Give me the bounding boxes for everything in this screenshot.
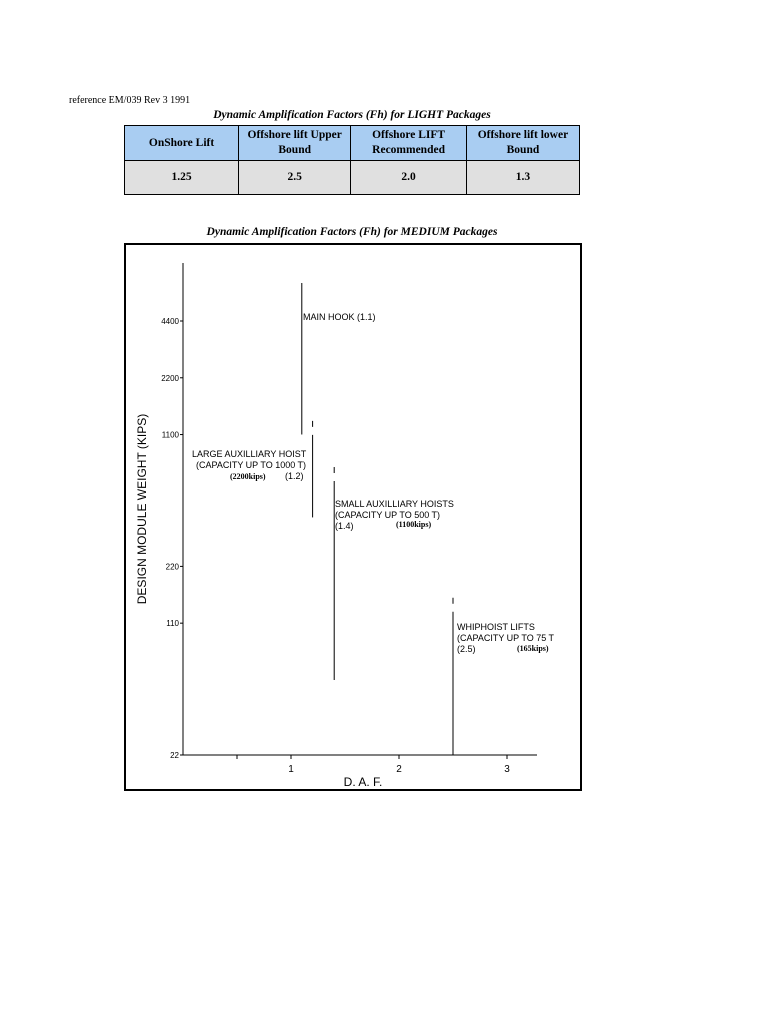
y-tick-label: 110 (166, 619, 179, 629)
whiphoist-daf: (2.5) (457, 644, 476, 654)
header-offshore-lower-bound: Offshore lift lower Bound (466, 126, 579, 161)
main-hook-label: MAIN HOOK (1.1) (303, 312, 376, 322)
daf-chart-svg (126, 245, 580, 789)
small-aux-daf: (1.4) (335, 521, 354, 531)
y-tick-label: 1100 (161, 430, 179, 440)
y-tick-label: 4400 (161, 317, 179, 326)
x-tick-label: 2 (396, 764, 402, 775)
large-aux-line2: (CAPACITY UP TO 1000 T) (196, 460, 307, 470)
header-onshore-lift: OnShore Lift (125, 126, 239, 161)
value-offshore-recommended: 2.0 (351, 161, 467, 195)
value-offshore-upper-bound: 2.5 (239, 161, 351, 195)
light-packages-title: Dynamic Amplification Factors (Fh) for LIGHT Packages (213, 109, 491, 121)
y-tick-label: 2200 (161, 373, 179, 383)
x-ticks (237, 755, 510, 775)
value-offshore-lower-bound: 1.3 (466, 161, 579, 195)
y-ticks (161, 317, 183, 760)
small-aux-line2: (CAPACITY UP TO 500 T) (335, 510, 441, 520)
light-packages-table (124, 125, 580, 195)
table-value-row (125, 161, 580, 195)
y-tick-label: 220 (165, 562, 179, 572)
y-axis-label: DESIGN MODULE WEIGHT (KIPS) (135, 413, 149, 605)
header-offshore-recommended: Offshore LIFT Recommended (351, 126, 467, 161)
daf-chart (124, 243, 582, 791)
large-aux-line1: LARGE AUXILLIARY HOIST (192, 449, 307, 459)
x-tick-label: 3 (504, 764, 510, 775)
medium-packages-title: Dynamic Amplification Factors (Fh) for MEDIUM Packages (206, 226, 498, 238)
whiphoist-line1: WHIPHOIST LIFTS (457, 622, 535, 632)
x-axis-label: D. A. F. (343, 775, 383, 789)
small-aux-line1: SMALL AUXILLIARY HOISTS (335, 499, 454, 509)
whiphoist-line2: (CAPACITY UP TO 75 T (457, 633, 555, 643)
reference-note: reference EM/039 Rev 3 1991 (69, 95, 191, 106)
whiphoist-note: (165kips) (517, 644, 549, 653)
header-offshore-upper-bound: Offshore lift Upper Bound (239, 126, 351, 161)
table-header-row (125, 126, 580, 161)
y-tick-label: 22 (170, 751, 179, 760)
large-aux-daf: (1.2) (285, 471, 304, 481)
x-tick-label: 1 (288, 764, 294, 775)
small-aux-note: (1100kips) (396, 520, 432, 529)
large-aux-note: (2200kips) (230, 472, 266, 481)
value-onshore-lift: 1.25 (125, 161, 239, 195)
